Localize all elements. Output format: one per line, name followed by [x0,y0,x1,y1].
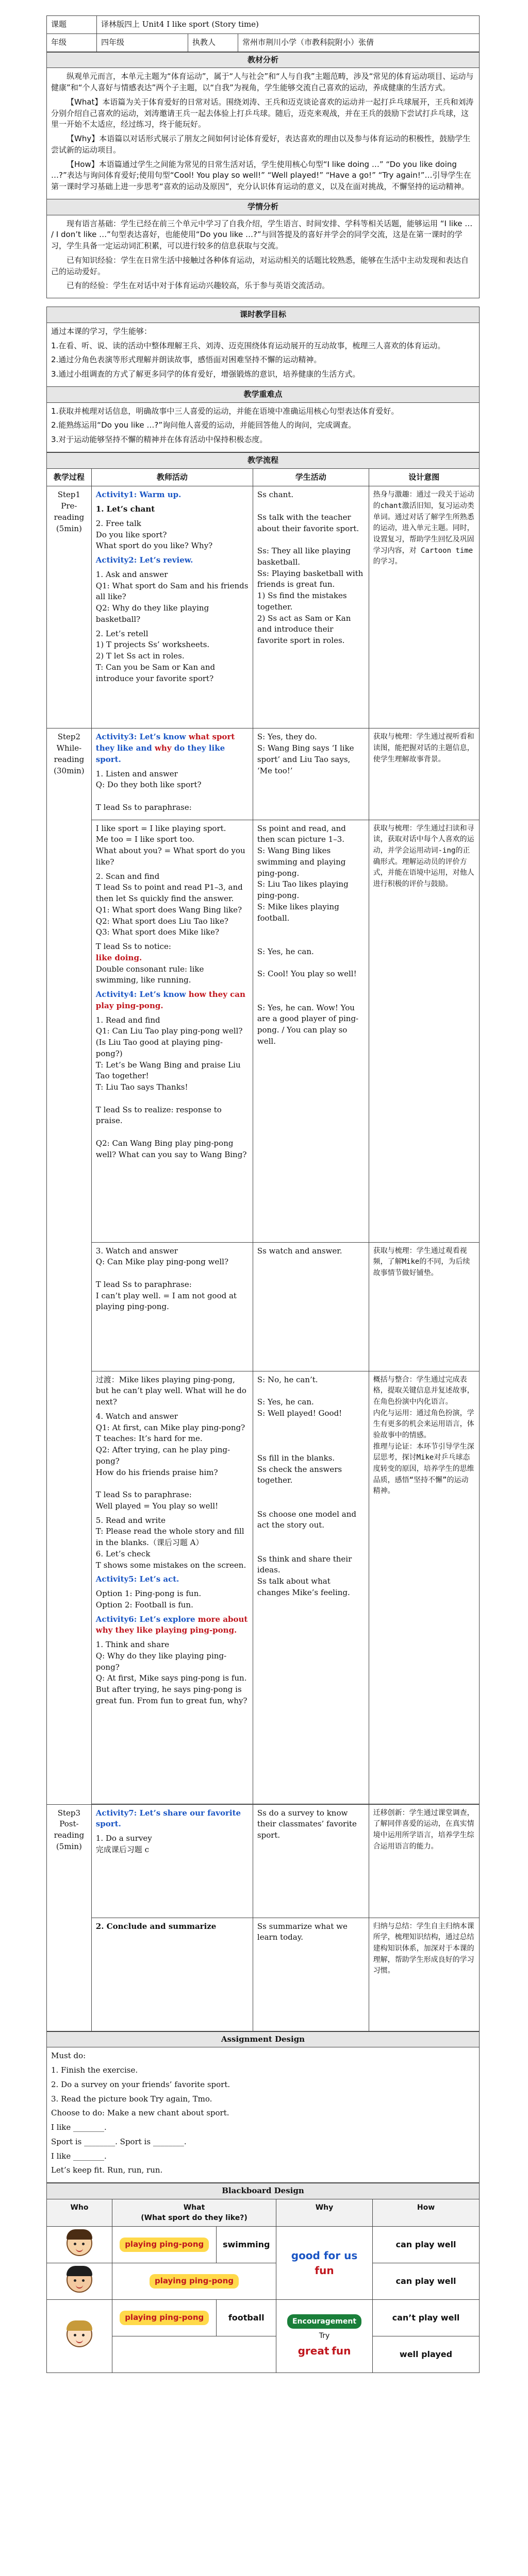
activity3-end: do they like sport. [95,743,225,764]
activity3-red2: why [155,743,172,753]
blackboard-table [46,2183,480,2373]
objective-3: 3.通过小组调查的方式了解更多同学的体育爱好，增强锻炼的意识，培养健康的生活方式。 [51,369,360,379]
s2-notice: T lead Ss to notice: [95,942,171,951]
activity6-title [96,1614,249,1637]
assignment-line-6: I like ________. [51,2123,107,2132]
board-who-3 [47,2300,112,2373]
board-what-3b [217,2300,276,2336]
s1-student: Ss chant. Ss talk with the teacher about their favorite sport. Ss: They all like playing basketball. Ss: Playing basketball with friends is great fun. 1) Ss find the mistakes together. 2) Ss act as Sam or Kan and introduce their favorite sport in roles. [253,486,369,728]
boy3-avatar-icon [67,2321,92,2347]
s3-conclude: 2. Conclude and summarize [91,1918,253,2031]
activity5-title: Activity5: Let’s act. [95,1574,179,1584]
lesson-plan [46,15,480,2373]
activity3-blue: Let’s know [139,732,189,742]
board-how-2 [373,2263,480,2300]
board-how-2-text: can play well [395,2276,456,2286]
s1-ask-answer: 1. Ask and answer Q1: What sport do Sam and his friends all like? Q2: Why do they like playing basketball? [95,569,249,624]
assignment-title: Assignment Design [47,2031,480,2047]
s2-notice-red: like doing. [95,953,142,962]
analysis-title: 教材分析 [47,52,480,68]
board-football: football [228,2313,265,2323]
topic-value: 译林版四上 Unit4 I like sport (Story time) [97,16,480,34]
s2-design-2: 获取与梳理：学生通过扫读和寻读，获取对话中每个人喜欢的运动，并学会运用动词-ing的正确形式。理解运动员的评价方式，并能在语境中运用，对他人进行积极的评价与鼓励。 [369,820,479,1242]
board-pill-pp-3: playing ping-pong [120,2311,209,2325]
activity4-red: how they can play ping-pong. [95,990,245,1010]
board-how-4-text: well played [399,2349,453,2360]
s2-student-4: S: No, he can’t. S: Yes, he can. S: Well played! Good! Ss fill in the blanks. Ss check the answers together. Ss choose one model and act the story out. Ss think and share their ideas. Ss talk about what changes Mike’s feeling. [253,1371,369,1804]
assignment-line-1: Must do: [51,2051,86,2061]
assignment-line-7: Sport is ________. Sport is ________. [51,2137,187,2146]
activity3-prefix: Activity3: [95,732,140,742]
step1-label: Step1 Pre-reading (5min) [47,486,92,728]
activity3-title [96,732,249,765]
analysis-p1: 纵观单元而言，本单元主题为“体育运动”，属于“人与社会”和“人与自我”主题范畴，涉及“常见的体育运动项目、运动与健康”和“个人喜好与情感表达”两个子主题，以“自我”为视角，学生能够交流自己喜欢的运动，养成健康的生活方式。 [51,72,474,92]
board-what-2 [112,2263,276,2300]
analysis-p3: 【Why】本语篇以对话形式展示了朋友之间如何讨论体育爱好，表达喜欢的理由以及参与体育运动的积极性，鼓励学生尝试新的运动项目。 [51,134,471,155]
activity1-title: Activity1: Warm up. [95,490,182,500]
objectives-title: 课时教学目标 [47,307,480,323]
blackboard-title: Blackboard Design [47,2183,480,2199]
s2-read-write: 5. Read and write T: Please read the whole story and fill in the blanks.（课后习题 A） 6. Let’s check T shows some mistakes on the screen. [95,1515,246,1570]
board-practice: Try [319,2332,330,2341]
objectives-intro: 通过本课的学习，学生能够： [51,326,152,336]
board-who-2 [47,2263,112,2300]
board-col-why: Why [276,2199,373,2227]
activity2-title: Activity2: Let’s review. [95,555,193,565]
s2-transition: 过渡：Mike likes playing ping-pong, but he can’t play well. What will he do next? [95,1375,246,1406]
s2-watch-answer: 3. Watch and answer Q: Can Mike play ping-pong well? T lead Ss to paraphrase: I can’t play well. = I am not good at playing ping-pong. [91,1242,253,1371]
s2-design-3: 获取与梳理：学生通过观看视频，了解Mike的不同，为后续故事情节做好铺垫。 [369,1242,479,1371]
s2-listen-answer: 1. Listen and answer Q: Do they both like sport? T lead Ss to paraphrase: [95,769,202,812]
focus-title: 教学重难点 [47,386,480,402]
boy2-avatar-icon [67,2267,92,2293]
board-why-2 [276,2300,373,2373]
assignment-line-4: 3. Read the picture book Try again, Tmo. [51,2094,212,2104]
topic-label: 课题 [47,16,97,34]
step3-label: Step3 Post-reading (5min) [47,1804,92,2031]
process-table [46,452,480,2031]
board-good-for-us: good for us [291,2249,358,2262]
board-encouragement-badge: Encouragement [287,2314,361,2329]
process-col-student: 学生活动 [253,468,369,486]
process-title: 教学流程 [47,452,480,468]
assignment-line-9: Let’s keep fit. Run, run, run. [51,2165,163,2175]
board-how-3 [373,2300,480,2336]
activity4-title [96,989,249,1012]
learners-p1: 现有语言基础：学生已经在前三个单元中学习了自我介绍，学生语言、时间安排、学科等相关话题，能够运用 “I like … / I don’t like …”句型表达喜好，也能使用“Do you like …?”与回答提及的喜好并学会的同学交流，这是在第一课时的学习，学生具备一定运动词汇积累，可以进行较多的信息获取与交流。 [51,218,473,250]
teacher-value: 常州市荆川小学（市教科院附小）张倩 [238,33,480,52]
objective-2: 2.通过分角色表演等形式理解并朗读故事，感悟面对困难坚持不懈的运动精神。 [51,355,322,365]
board-how-4 [373,2336,480,2373]
header-table [46,15,480,52]
process-col-teacher: 教师活动 [91,468,253,486]
board-how-1-text: can play well [395,2240,456,2250]
board-how-1 [373,2227,480,2263]
learners-title: 学情分析 [47,199,480,215]
activity6-prefix: Activity6: Let’s explore [95,1614,198,1624]
s1-design: 热身与激趣：通过一段关于运动的chant激活旧知，复习运动类单词。通过对话了解学生所熟悉的运动，进入单元主题。同时，设置复习，帮助学生回忆及巩固学习内容，对 Cartoon time 的学习。 [369,486,479,728]
focus-1: 1.获取并梳理对话信息，明确故事中三人喜爱的运动，并能在语境中准确运用核心句型表达体育爱好。 [51,406,399,416]
teacher-label: 执教人 [188,33,238,52]
s2-act-options: Option 1: Ping-pong is fun. Option 2: Football is fun. [95,1589,202,1609]
assignment-table [46,2031,480,2183]
s1-retell: 2. Let’s retell 1) T projects Ss’ worksheets. 2) T let Ss act in roles. T: Can you be Sam or Kan and introduce your favorite sport? [95,629,216,683]
process-col-design: 设计意图 [369,468,479,486]
learners-p3: 已有的经验：学生在对话中对于体育运动兴趣较高，乐于参与英语交流活动。 [67,281,330,291]
s3-student-2: Ss summarize what we learn today. [253,1918,369,2031]
s2-design-4: 概括与整合：学生通过完成表格，提取关键信息并复述故事，在角色扮演中内化语言。 内化与运用：通过角色扮演，学生有更多的机会来运用语言，体验故事中的情感。 推理与论证：本环节引导学生深层思考，探讨Mike对乒乓球态度转变的原因，培养学生的思维品质，感悟“坚持不懈”的运动精神。 [369,1371,479,1804]
board-fun-2: fun [332,2344,351,2357]
assignment-line-5: Choose to do: Make a new chant about sport. [51,2108,229,2118]
analysis-table [46,52,480,299]
assignment-line-8: I like ________. [51,2151,107,2161]
s3-survey: 1. Do a survey 完成课后习题 c [95,1834,152,1854]
s2-watch-answer-2: 4. Watch and answer Q1: At first, can Mike play ping-pong? T teaches: It’s hard for me. Q2: After trying, can he play ping-pong? How do his friends praise him? T lead Ss to paraphrase: Well played = You play so well! [95,1411,245,1511]
s2-think-share: 1. Think and share Q: Why do they like playing ping-pong? Q: At first, Mike says ping-pong is fun. But after trying, he says ping-pong is great fun. From fun to great fun, why? [95,1640,248,1705]
boy-avatar-icon [67,2230,92,2256]
assignment-line-3: 2. Do a survey on your friends’ favorite sport. [51,2079,230,2089]
board-great-fun [280,2344,368,2359]
s2-paraphrase: I like sport = I like playing sport. Me too = I like sport too. What about you? = What sport do you like? [95,823,245,867]
board-who-1 [47,2227,112,2263]
focus-3: 3.对于运动能够坚持不懈的精神并在体育活动中保持积极态度。 [51,435,268,444]
analysis-p4: 【How】本语篇通过学生之间能为常见的日常生活对话，学生使用核心句型“I like doing …” “Do you like doing …?”表达与询问体育爱好;使用句型“Cool! You play so well!” “Well played!” “Have a go!” “Try again!”…引导学生在第一课时学习基础上进一步思考“喜欢的运动及原因”，充分认识体育运动的意义，以及在面对挑战，不懈坚持的运动精神。 [51,159,471,191]
assignment-line-2: 1. Finish the exercise. [51,2065,138,2075]
focus-2: 2.能熟练运用“Do you like …?”询问他人喜爱的运动，并能回答他人的询问，完成调查。 [51,420,356,430]
s2-double-consonant: Double consonant rule: like swimming, like running. [95,964,204,985]
process-col-step: 教学过程 [47,468,92,486]
analysis-p2: 【What】本语篇为关于体育爱好的日常对话。围绕刘涛、王兵和迈克谈论喜欢的运动并一起打乒乓球展开，王兵和刘涛分别介绍自己喜欢的运动，刘涛邀请王兵一起去体验上打乒乓球。随后，迈克来观战，并在王兵的鼓励下尝试打乒乓球，这里一开始不太适应，经过练习，终于能玩好。 [51,97,474,129]
s2-design-1: 获取与梳理：学生通过视听看和读图，能把握对话的主题信息，使学生理解故事背景。 [369,728,479,820]
activity6-red: more about why they like playing ping-pong. [95,1614,248,1635]
s2-student-1: S: Yes, they do. S: Wang Bing says ‘I like sport’ and Liu Tao says, ‘Me too!’ [253,728,369,820]
objectives-table [46,307,480,452]
board-what-1b [217,2227,276,2263]
board-col-who: Who [47,2199,112,2227]
learners-p2: 已有知识经验：学生在日常生活中接触过各种体育运动，对运动相关的话题比较熟悉，能够在生活中主动发现和表达自己的运动爱好。 [51,255,469,276]
s3-design-1: 迁移创新：学生通过课堂调查，了解同伴喜爱的运动，在真实情境中运用所学语言，培养学生综合运用语言的能力。 [369,1804,479,1918]
activity7-title: Activity7: Let’s share our favorite sport. [95,1808,241,1829]
board-pill-pp-1: playing ping-pong [120,2238,209,2252]
board-col-what: What (What sport do they like?) [112,2199,276,2227]
s3-design-2: 归纳与总结：学生自主归纳本课所学，梳理知识结构，通过总结建构知识体系，加深对于本课的理解，帮助学生形成良好的学习习惯。 [369,1918,479,2031]
grade-label: 年级 [47,33,97,52]
s2-read-find: 1. Read and find Q1: Can Liu Tao play ping-pong well? (Is Liu Tao good at playing ping-pong?) T: Let’s be Wang Bing and praise Liu Tao together! T: Liu Tao says Thanks! T lead Ss to realize: response to praise. Q2: Can Wang Bing play ping-pong well? What can you say to Wang Bing? [95,1015,247,1159]
s1-chant: 1. Let’s chant [95,504,155,514]
board-swim: swimming [222,2240,270,2250]
board-what-3a [112,2300,217,2336]
board-why-1 [276,2227,373,2300]
board-how-3-text: can’t play well [392,2313,460,2323]
s2-student-3: Ss watch and answer. [253,1242,369,1371]
board-great: great [298,2344,329,2357]
step2-label: Step2 While-reading (30min) [47,728,92,1804]
activity3-mid: they like and [95,743,155,753]
grade-value: 四年级 [97,33,188,52]
board-col-how: How [373,2199,480,2227]
s2-scan-find: 2. Scan and find T lead Ss to point and read P1–3, and then let Ss quickly find the answer. Q1: What sport does Wang Bing like? Q2: What sport does Liu Tao like? Q3: What sport does Mike like? [95,871,243,937]
activity3-red1: what sport [188,732,235,742]
activity4-prefix: Activity4: Let’s know [95,990,189,999]
s2-student-2: Ss point and read, and then scan picture 1–3. S: Wang Bing likes swimming and playing ping-pong. S: Liu Tao likes playing ping-pong. S: Mike likes playing football. S: Yes, he can. S: Cool! You play so well! S: Yes, he can. Wow! You are a good player of ping-pong. / You can play so well. [253,820,369,1242]
board-pill-pp-2: playing ping-pong [150,2274,239,2289]
objective-1: 1.在看、听、说、读的活动中整体理解王兵、刘涛、迈克围绕体育运动展开的互动故事，梳理三人喜欢的体育运动。 [51,341,446,350]
board-blank [112,2336,276,2373]
s3-student-1: Ss do a survey to know their classmates’ favorite sport. [253,1804,369,1918]
s1-free-talk: 2. Free talk Do you like sport? What sport do you like? Why? [95,518,213,551]
board-fun-1: fun [315,2264,334,2277]
board-what-1a [112,2227,217,2263]
